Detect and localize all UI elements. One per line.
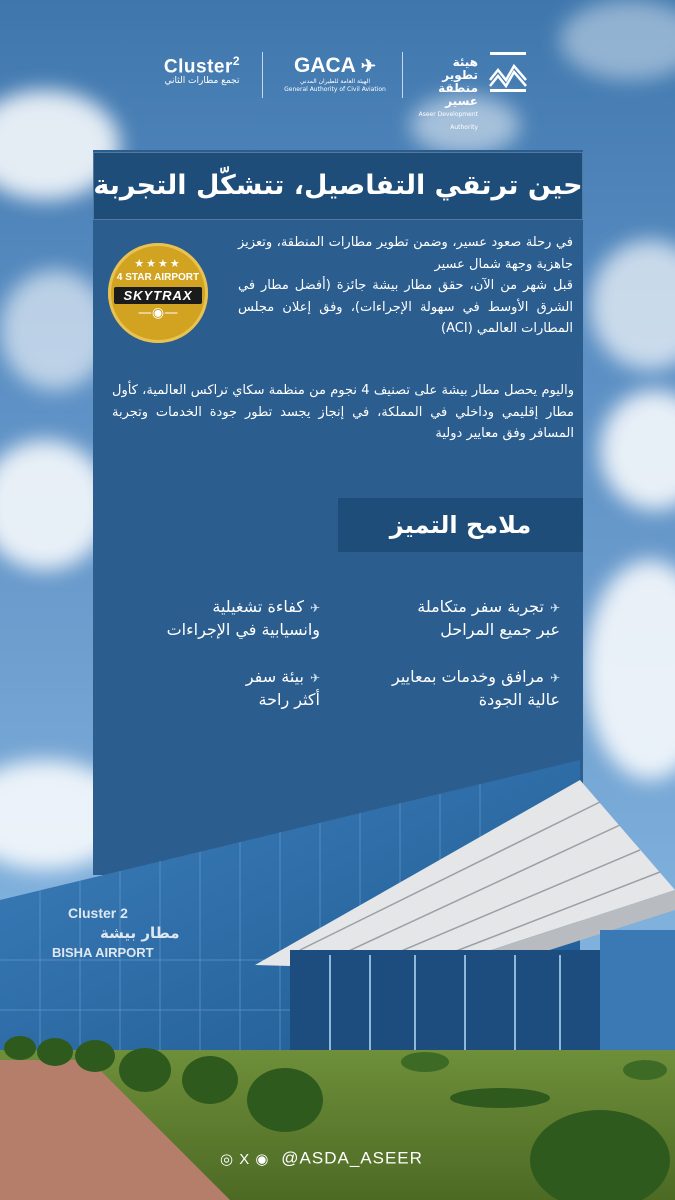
gaca-name: GACA <box>294 54 356 77</box>
feature-line1: مرافق وخدمات بمعايير <box>392 667 544 686</box>
logo-divider <box>402 52 403 98</box>
feature-line2: عبر جميع المراحل <box>440 620 560 639</box>
airport-building-illustration <box>0 760 675 1200</box>
building-sign-en: BISHA AIRPORT <box>52 945 154 960</box>
feature-item <box>120 596 320 641</box>
cluster-name: Cluster <box>163 56 233 78</box>
section-title: ملامح التميز <box>338 498 583 552</box>
plane-icon: ✈ <box>309 601 320 615</box>
gaca-subtitle-ar: الهيئة العامة للطيران المدني <box>299 78 371 85</box>
badge-stars: ★★★★ <box>134 257 182 270</box>
logo-row <box>0 46 675 131</box>
social-icons: ◎ X ◉ <box>220 1150 270 1168</box>
paragraph-1: في رحلة صعود عسير، وضمن تطوير مطارات المنطقة، وتعزيز جاهزية وجهة شمال عسير <box>238 235 573 272</box>
plane-icon: ✈ <box>549 671 560 685</box>
plane-icon: ✈ <box>549 601 560 615</box>
building-sign-ar: مطار بيشة <box>100 924 180 942</box>
aseer-mountain-icon <box>488 50 528 94</box>
aseer-logo <box>418 48 528 131</box>
cluster-superscript: 2 <box>232 54 241 68</box>
gaca-subtitle-en: General Authority of Civil Aviation <box>284 86 386 93</box>
badge-label: 4 STAR AIRPORT <box>116 272 200 283</box>
skytrax-badge <box>108 243 208 343</box>
feature-line1: تجربة سفر متكاملة <box>417 597 544 616</box>
aseer-name-line1: هيئة تطوير <box>442 55 478 82</box>
gaca-logo: GACA ✈ الهيئة العامة للطيران المدني General Authority of Civil Aviation <box>280 54 390 94</box>
badge-brand: SKYTRAX <box>114 287 202 304</box>
intro-text <box>238 232 573 340</box>
feature-line1: كفاءة تشغيلية <box>212 597 304 616</box>
feature-item <box>120 666 320 711</box>
feature-line2: أكثر راحة <box>258 690 320 709</box>
feature-line1: بيئة سفر <box>245 667 304 686</box>
cluster-subtitle: تجمع مطارات الثاني <box>164 76 240 87</box>
social-footer <box>220 1148 460 1170</box>
plane-icon: ✈ <box>309 671 320 685</box>
cluster-logo <box>152 54 252 86</box>
feature-line2: وانسيابية في الإجراءات <box>166 620 320 639</box>
wing-icon: —◉— <box>137 305 179 321</box>
logo-divider <box>262 52 263 98</box>
paragraph-3: واليوم يحصل مطار بيشة على تصنيف 4 نجوم من منظمة سكاي تراكس العالمية، كأول مطار إقليمي وداخلي في المملكة، في إنجاز يجسد تطور جودة الخدمات وتجربة المسافر وفق معايير دولية <box>112 383 574 441</box>
paragraph-2: قبل شهر من الآن، حقق مطار بيشة جائزة (أفضل مطار في الشرق الأوسط في سهولة الإجراءات)، وفق إعلان مجلس المطارات العالمي (ACI) <box>238 278 573 336</box>
aseer-name-line2: منطقة عسير <box>438 81 478 108</box>
building-sign-logo: Cluster 2 <box>68 905 128 921</box>
feature-item <box>360 596 560 641</box>
social-handle[interactable]: @ASDA_ASEER <box>281 1148 423 1168</box>
feature-item <box>360 666 560 711</box>
page-title: حين ترتقي التفاصيل، تتشكّل التجربة <box>93 152 583 220</box>
feature-line2: عالية الجودة <box>478 690 560 709</box>
achievement-text <box>112 367 574 458</box>
aseer-subtitle: Aseer Development Authority <box>418 111 478 131</box>
